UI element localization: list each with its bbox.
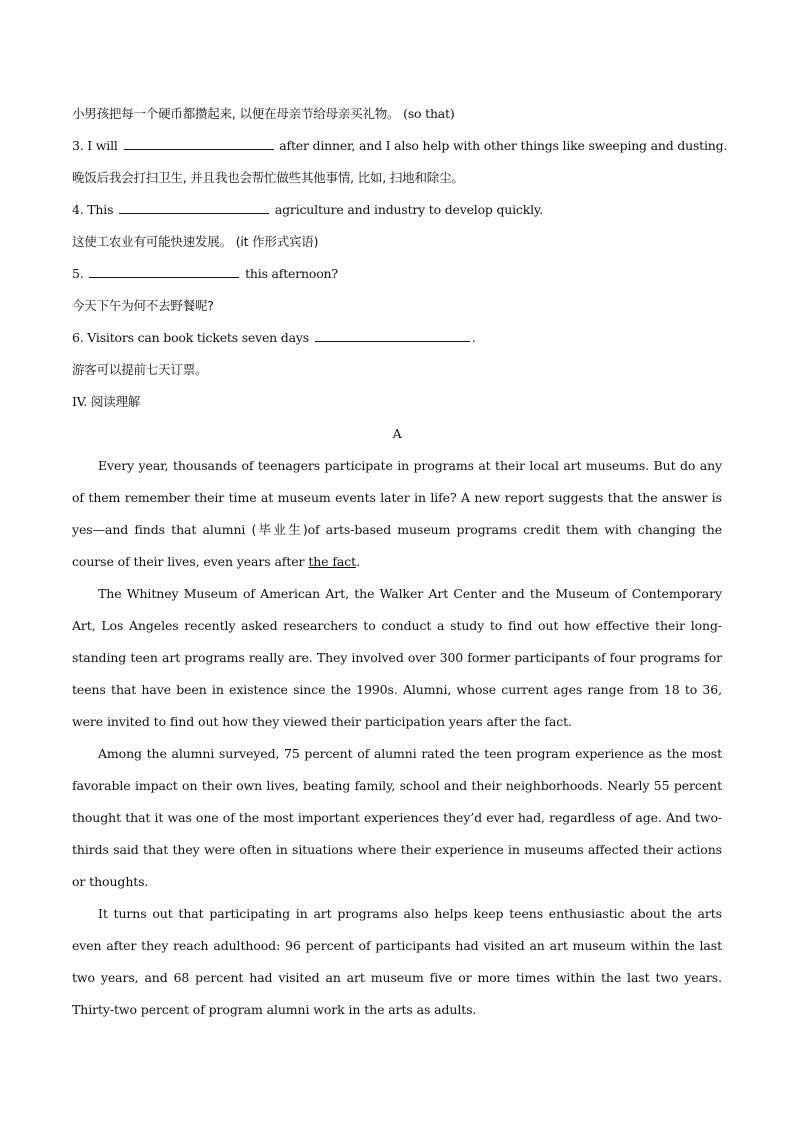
exercise-6-cn bbox=[72, 354, 722, 386]
passage-paragraph-4 bbox=[72, 898, 722, 1026]
section-number: IV. bbox=[72, 394, 88, 409]
answer-blank[interactable] bbox=[315, 329, 470, 342]
question-prefix: 5. bbox=[72, 266, 84, 281]
exercise-3 bbox=[72, 130, 728, 162]
exercise-6 bbox=[72, 322, 722, 354]
passage-paragraph-1 bbox=[72, 450, 722, 578]
paragraph-text: of arts-based museum programs credit them with changing the course of their lives, even years after bbox=[72, 522, 722, 569]
paragraph-text: The Whitney Museum of American Art, the Walker Art Center and the Museum of Contemporary Art, Los Angeles recently asked researchers to conduct a study to find out how effective their long-standing teen art programs really are. They involved over 300 former participants of four programs for teens that have been in existence since the 1990s. Alumni, whose current ages range from 18 to 36, were invited to find out how they viewed their participation years after the fact. bbox=[72, 586, 722, 729]
passage-paragraph-2 bbox=[72, 578, 722, 738]
underlined-phrase: the fact bbox=[308, 554, 357, 569]
answer-blank[interactable] bbox=[89, 265, 239, 278]
exercise-5 bbox=[72, 258, 722, 290]
chinese-gloss: (毕业生) bbox=[251, 522, 308, 537]
chinese-sentence: 小男孩把每一个硬币都攒起来, 以便在母亲节给母亲买礼物。 bbox=[72, 106, 400, 121]
exercise-cn-prev bbox=[72, 98, 722, 130]
exercise-3-cn bbox=[72, 162, 722, 194]
exercise-5-cn bbox=[72, 290, 722, 322]
chinese-sentence: 游客可以提前七天订票。 bbox=[72, 362, 208, 377]
question-prefix: 6. Visitors can book tickets seven days bbox=[72, 330, 309, 345]
exercise-4 bbox=[72, 194, 722, 226]
question-prefix: 4. This bbox=[72, 202, 114, 217]
paragraph-text: . bbox=[356, 554, 360, 569]
section-title: 阅读理解 bbox=[90, 394, 141, 409]
passage-label: A bbox=[392, 426, 402, 441]
grammar-hint: (it 作形式宾语) bbox=[235, 234, 319, 249]
passage-paragraph-3 bbox=[72, 738, 722, 898]
paragraph-text: Among the alumni surveyed, 75 percent of alumni rated the teen program experience as the most favorable impact on their own lives, beating family, school and their neighborhoods. Nearly 55 percent thought that it was one of the most important experiences they’d ever had, regardless of age. And two-thirds said that they were often in situations where their experience in museums affected their actions or thoughts. bbox=[72, 746, 722, 889]
chinese-sentence: 今天下午为何不去野餐呢? bbox=[72, 298, 214, 313]
question-suffix: agriculture and industry to develop quickly. bbox=[274, 202, 543, 217]
grammar-hint: (so that) bbox=[403, 106, 455, 121]
question-prefix: 3. I will bbox=[72, 138, 118, 153]
chinese-sentence: 晚饭后我会打扫卫生, 并且我也会帮忙做些其他事情, 比如, 扫地和除尘。 bbox=[72, 170, 464, 185]
question-suffix: after dinner, and I also help with other things like sweeping and dusting. bbox=[279, 138, 728, 153]
paragraph-text: Every year, thousands of teenagers participate in programs at their local art museums. But do any of them remember their time at museum events later in life? A new report suggests that the answer is yes—and finds that alumni bbox=[72, 458, 722, 537]
question-suffix: . bbox=[471, 330, 476, 345]
question-suffix: this afternoon? bbox=[245, 266, 338, 281]
exercise-4-cn bbox=[72, 226, 722, 258]
answer-blank[interactable] bbox=[124, 137, 274, 150]
answer-blank[interactable] bbox=[119, 201, 269, 214]
chinese-sentence: 这使工农业有可能快速发展。 bbox=[72, 234, 232, 249]
section-heading bbox=[72, 386, 722, 418]
paragraph-text: It turns out that participating in art programs also helps keep teens enthusiastic about the arts even after they reach adulthood: 96 percent of participants had visited an art museum within the last two years, and 68 percent had visited an art museum five or more times within the last two years. Thirty-two percent of program alumni work in the arts as adults. bbox=[72, 906, 722, 1017]
